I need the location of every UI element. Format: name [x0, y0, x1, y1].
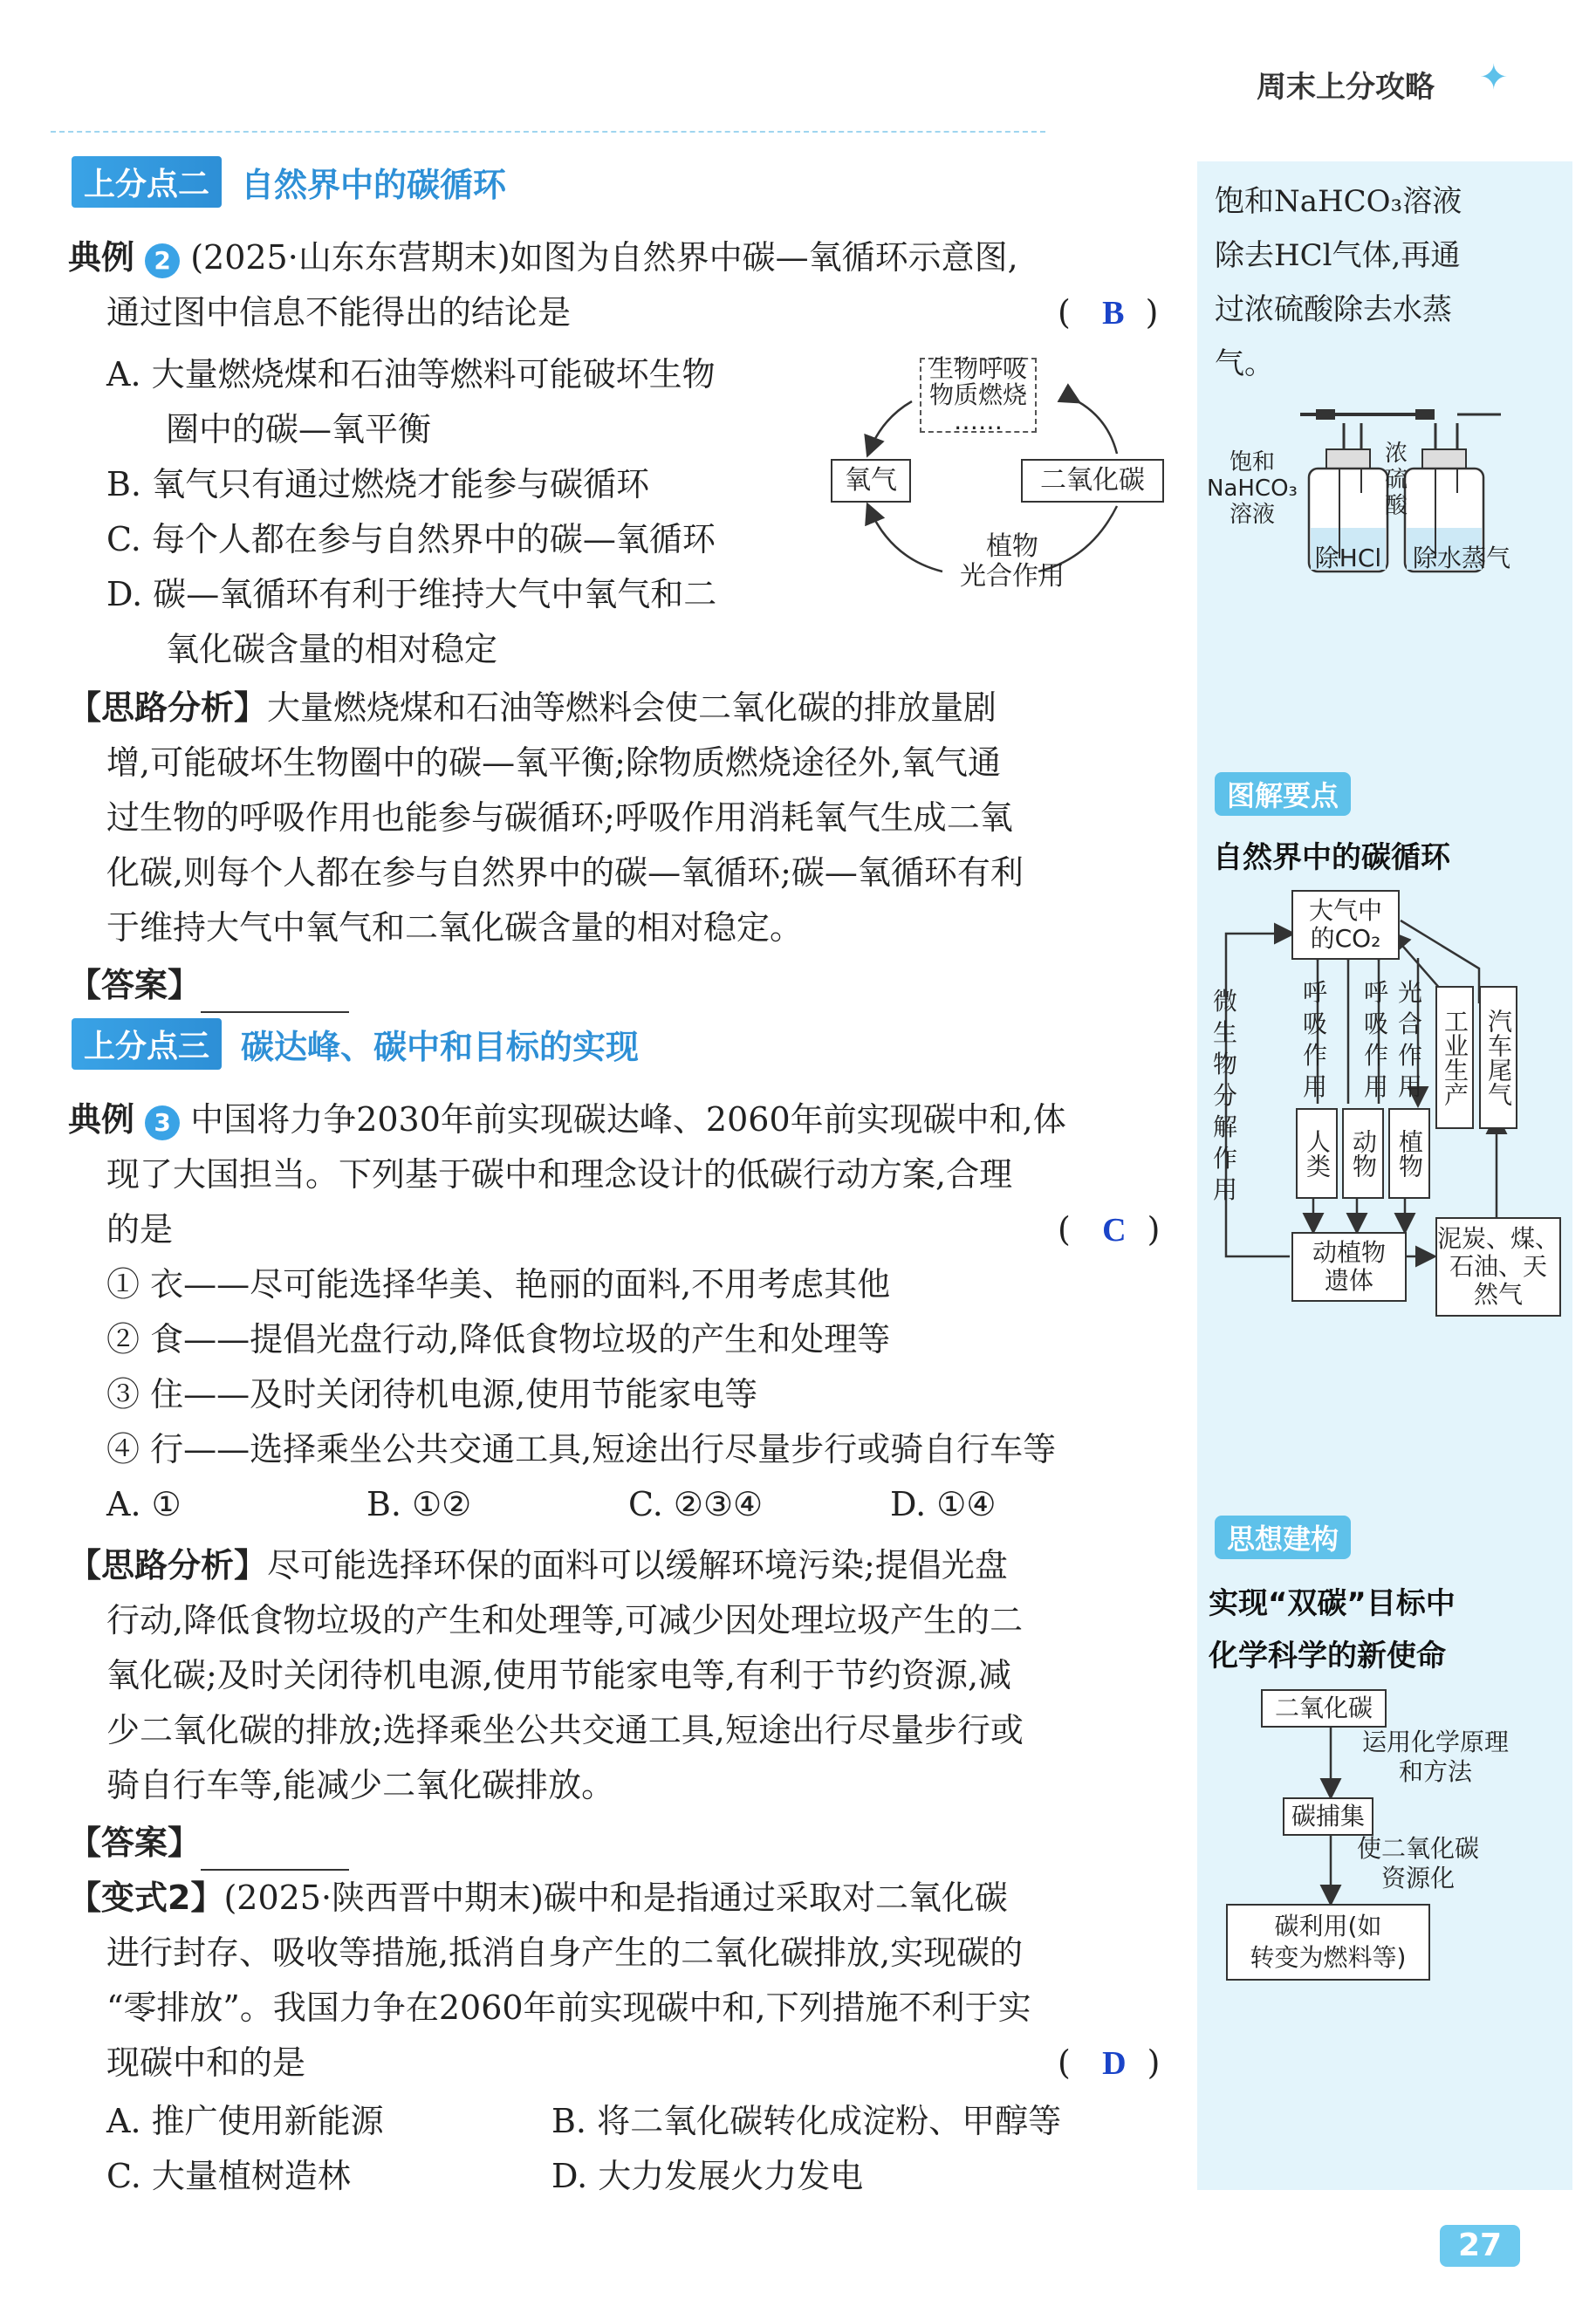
analysis2-line — [68, 681, 997, 736]
mission-flow-diagram — [1217, 1684, 1549, 1998]
top-label-3: …… — [954, 407, 1003, 435]
carbon-use-line1: 碳利用(如 — [1274, 1912, 1382, 1940]
remove-water-label: 除水蒸气 — [1412, 544, 1510, 572]
right-bottle-label — [1383, 441, 1409, 519]
example-label: 典例 — [68, 1100, 135, 1139]
option-b: B. 氧气只有通过燃烧才能参与碳循环 — [106, 465, 650, 503]
option-c: C. 每个人都在参与自然界中的碳—氧循环 — [106, 520, 716, 558]
variant-option-b: B. 将二氧化碳转化成淀粉、甲醇等 — [551, 2102, 1062, 2140]
sparkle-icon: ✦ — [1479, 58, 1509, 98]
answer-label: 【答案】 — [68, 966, 202, 1004]
remains-box — [1291, 1232, 1407, 1302]
analysis-text: 大量燃烧煤和石油等燃料会使二氧化碳的排放量剧 — [267, 688, 997, 727]
carbon-use-box — [1226, 1904, 1430, 1981]
section2-title: 自然界中的碳循环 — [241, 165, 507, 204]
answer2-line — [68, 958, 349, 1013]
choice-a: A. ① — [106, 1485, 182, 1523]
page-number: 27 — [1440, 2225, 1520, 2267]
section2-tag: 上分点二 — [72, 156, 222, 208]
left-bottle-label-3: 溶液 — [1229, 502, 1275, 528]
section3-header — [72, 1019, 639, 1068]
gas-wash-apparatus — [1207, 397, 1562, 580]
respiration-label-1: 呼吸作用 — [1302, 978, 1327, 1101]
step1-line1: 运用化学原理 — [1361, 1728, 1509, 1756]
variant-option-c: C. 大量植树造林 — [106, 2157, 351, 2195]
remains-line1: 动植物 — [1312, 1238, 1386, 1267]
atmosphere-co2-box — [1291, 890, 1400, 960]
variant-text: 进行封存、吸收等措施,抵消自身产生的二氧化碳排放,实现碳的 — [106, 1933, 1024, 1972]
option-d: D. 碳—氧循环有利于维持大气中氧气和二 — [106, 575, 717, 613]
bottom-label-2: 光合作用 — [960, 561, 1065, 592]
answer-bracket: ( C ) — [1058, 1210, 1161, 1249]
variant-text: “零排放”。我国力争在2060年前实现碳中和,下列措施不利于实 — [106, 1988, 1031, 2027]
left-bottle-label-1: 饱和 — [1229, 449, 1275, 476]
fossil-line3: 然气 — [1473, 1280, 1523, 1309]
analysis-label: 【思路分析】 — [68, 1546, 268, 1584]
sidebar-heading-mission-1: 实现“双碳”目标中 — [1209, 1586, 1456, 1621]
plants-box: 植物 — [1388, 1108, 1430, 1199]
microbe-decomposition-label: 微生物分解作用 — [1212, 987, 1237, 1204]
analysis-label: 【思路分析】 — [68, 688, 268, 727]
answer-value: D — [1102, 2045, 1127, 2082]
co2-start-box: 二氧化碳 — [1261, 1689, 1387, 1728]
answer-blank[interactable] — [201, 1834, 349, 1871]
sidebar-note-line: 饱和NaHCO₃溶液 — [1215, 184, 1462, 219]
answer3-line — [68, 1816, 349, 1871]
item-4: ④ 行——选择乘坐公共交通工具,短途出行尽量步行或骑自行车等 — [106, 1430, 1057, 1468]
sidebar-heading-mission-2: 化学科学的新使命 — [1209, 1639, 1446, 1673]
answer-label: 【答案】 — [68, 1824, 202, 1862]
section3-tag: 上分点三 — [72, 1018, 222, 1070]
analysis-text: 增,可能破坏生物圈中的碳—氧平衡;除物质燃烧途径外,氧气通 — [106, 743, 1001, 782]
carbon-cycle-diagram — [1204, 881, 1571, 1317]
question-text: 现了大国担当。下列基于碳中和理念设计的低碳行动方案,合理 — [106, 1155, 1013, 1194]
header-divider — [51, 131, 1045, 133]
option-d-cont: 氧化碳含量的相对稳定 — [166, 630, 498, 668]
section3-title: 碳达峰、碳中和目标的实现 — [241, 1027, 640, 1066]
item-2: ② 食——提倡光盘行动,降低食物垃圾的产生和处理等 — [106, 1320, 891, 1358]
analysis3-line — [68, 1538, 1008, 1593]
carbon-use-line2: 转变为燃料等) — [1250, 1943, 1407, 1972]
bottom-label-1: 植物 — [986, 531, 1038, 562]
sidebar-note-line: 过浓硫酸除去水蒸 — [1215, 292, 1452, 327]
variant-text: 现碳中和的是 — [106, 2043, 306, 2082]
co2-box: 二氧化碳 — [1021, 459, 1164, 503]
item-1: ① 衣——尽可能选择华美、艳丽的面料,不用考虑其他 — [106, 1265, 891, 1304]
atmosphere-co2-line2: 的CO₂ — [1310, 924, 1381, 953]
sidebar-note-line: 除去HCl气体,再通 — [1215, 238, 1461, 273]
variant-text: (2025·陕西晋中期末)碳中和是指通过采取对二氧化碳 — [223, 1879, 1008, 1917]
section2-header — [72, 157, 506, 206]
answer-value: C — [1102, 1212, 1127, 1249]
carbon-oxygen-diagram — [829, 349, 1169, 611]
sidebar-heading-cycle: 自然界中的碳循环 — [1213, 840, 1450, 875]
sidebar-tag-concept: 思想建构 — [1215, 1516, 1351, 1559]
question-text: 中国将力争2030年前实现碳达峰、2060年前实现碳中和,体 — [190, 1100, 1066, 1139]
sidebar-heading-mission — [1209, 1577, 1456, 1682]
sidebar-note-line: 气。 — [1215, 346, 1274, 381]
option-a: A. 大量燃烧煤和石油等燃料可能破坏生物 — [106, 355, 716, 394]
respiration-label-2: 呼吸作用 — [1363, 978, 1388, 1101]
animals-box: 动物 — [1342, 1108, 1384, 1199]
step2-line2: 资源化 — [1380, 1864, 1455, 1892]
step2-line1: 使二氧化碳 — [1356, 1834, 1479, 1863]
right-bottle-label-3: 酸 — [1384, 493, 1408, 519]
item-3: ③ 住——及时关闭待机电源,使用节能家电等 — [106, 1375, 758, 1413]
left-bottle-label — [1204, 449, 1300, 528]
right-bottle-label-2: 硫 — [1384, 467, 1408, 493]
analysis-text: 骑自行车等,能减少二氧化碳排放。 — [106, 1766, 615, 1804]
question-text: 通过图中信息不能得出的结论是 — [106, 293, 572, 332]
top-label-2: 物质燃烧 — [928, 380, 1027, 409]
analysis-text: 行动,降低食物垃圾的产生和处理等,可减少因处理垃圾产生的二 — [106, 1601, 1024, 1639]
remains-line2: 遗体 — [1324, 1266, 1373, 1295]
example2-question — [68, 230, 1018, 285]
bottom-label — [925, 532, 1099, 592]
top-label-1: 生物呼吸 — [928, 354, 1027, 383]
question-text: 的是 — [106, 1210, 174, 1249]
step2-label — [1331, 1834, 1505, 1893]
step1-line2: 和方法 — [1398, 1757, 1472, 1786]
humans-box: 人类 — [1296, 1108, 1338, 1199]
variant2-line — [68, 1871, 1008, 1926]
car-exhaust-box: 汽车尾气 — [1479, 986, 1517, 1129]
analysis-text: 过生物的呼吸作用也能参与碳循环;呼吸作用消耗氧气生成二氧 — [106, 798, 1013, 837]
analysis-text: 氧化碳;及时关闭待机电源,使用节能家电等,有利于节约资源,减 — [106, 1656, 1012, 1694]
carbon-capture-box: 碳捕集 — [1283, 1797, 1373, 1836]
option-a-cont: 圈中的碳—氧平衡 — [166, 410, 432, 448]
example-number: 3 — [145, 1105, 180, 1140]
answer-bracket: ( D ) — [1058, 2043, 1161, 2082]
fossil-line1: 泥炭、煤、 — [1437, 1224, 1560, 1253]
photosynthesis-label: 光合作用 — [1397, 978, 1422, 1101]
fossil-line2: 石油、天 — [1449, 1252, 1547, 1281]
choice-d: D. ①④ — [890, 1485, 997, 1523]
analysis-text: 于维持大气中氧气和二氧化碳含量的相对稳定。 — [106, 908, 804, 947]
oxygen-box: 氧气 — [831, 459, 911, 503]
right-bottle-label-1: 浓 — [1384, 441, 1408, 467]
example-label: 典例 — [68, 238, 135, 277]
fossil-fuel-box — [1435, 1217, 1561, 1317]
variant-label: 【变式2】 — [68, 1879, 224, 1917]
choice-c: C. ②③④ — [628, 1485, 764, 1523]
answer-value: B — [1102, 295, 1125, 332]
analysis-text: 化碳,则每个人都在参与自然界中的碳—氧循环;碳—氧循环有利 — [106, 853, 1024, 892]
variant-option-d: D. 大力发展火力发电 — [551, 2157, 864, 2195]
atmosphere-co2-line1: 大气中 — [1308, 896, 1382, 925]
remove-hcl-label: 除HCl — [1314, 544, 1382, 572]
choice-b: B. ①② — [366, 1485, 472, 1523]
sidebar-tag-diagram: 图解要点 — [1215, 772, 1351, 816]
analysis-text: 尽可能选择环保的面料可以缓解环境污染;提倡光盘 — [267, 1546, 1008, 1584]
answer-bracket: ( B ) — [1058, 293, 1159, 332]
top-label — [920, 354, 1037, 435]
step1-label — [1331, 1728, 1540, 1787]
analysis-text: 少二氧化碳的排放;选择乘坐公共交通工具,短途出行尽量步行或 — [106, 1711, 1024, 1749]
example3-question — [68, 1092, 1066, 1147]
answer-blank[interactable] — [201, 976, 349, 1013]
header-title: 周末上分攻略 — [1257, 70, 1435, 105]
left-bottle-label-2: NaHCO₃ — [1207, 476, 1298, 502]
example-number: 2 — [145, 243, 180, 278]
variant-option-a: A. 推广使用新能源 — [106, 2102, 384, 2140]
industry-box: 工业生产 — [1435, 986, 1474, 1129]
question-text: (2025·山东东营期末)如图为自然界中碳—氧循环示意图, — [190, 238, 1018, 277]
